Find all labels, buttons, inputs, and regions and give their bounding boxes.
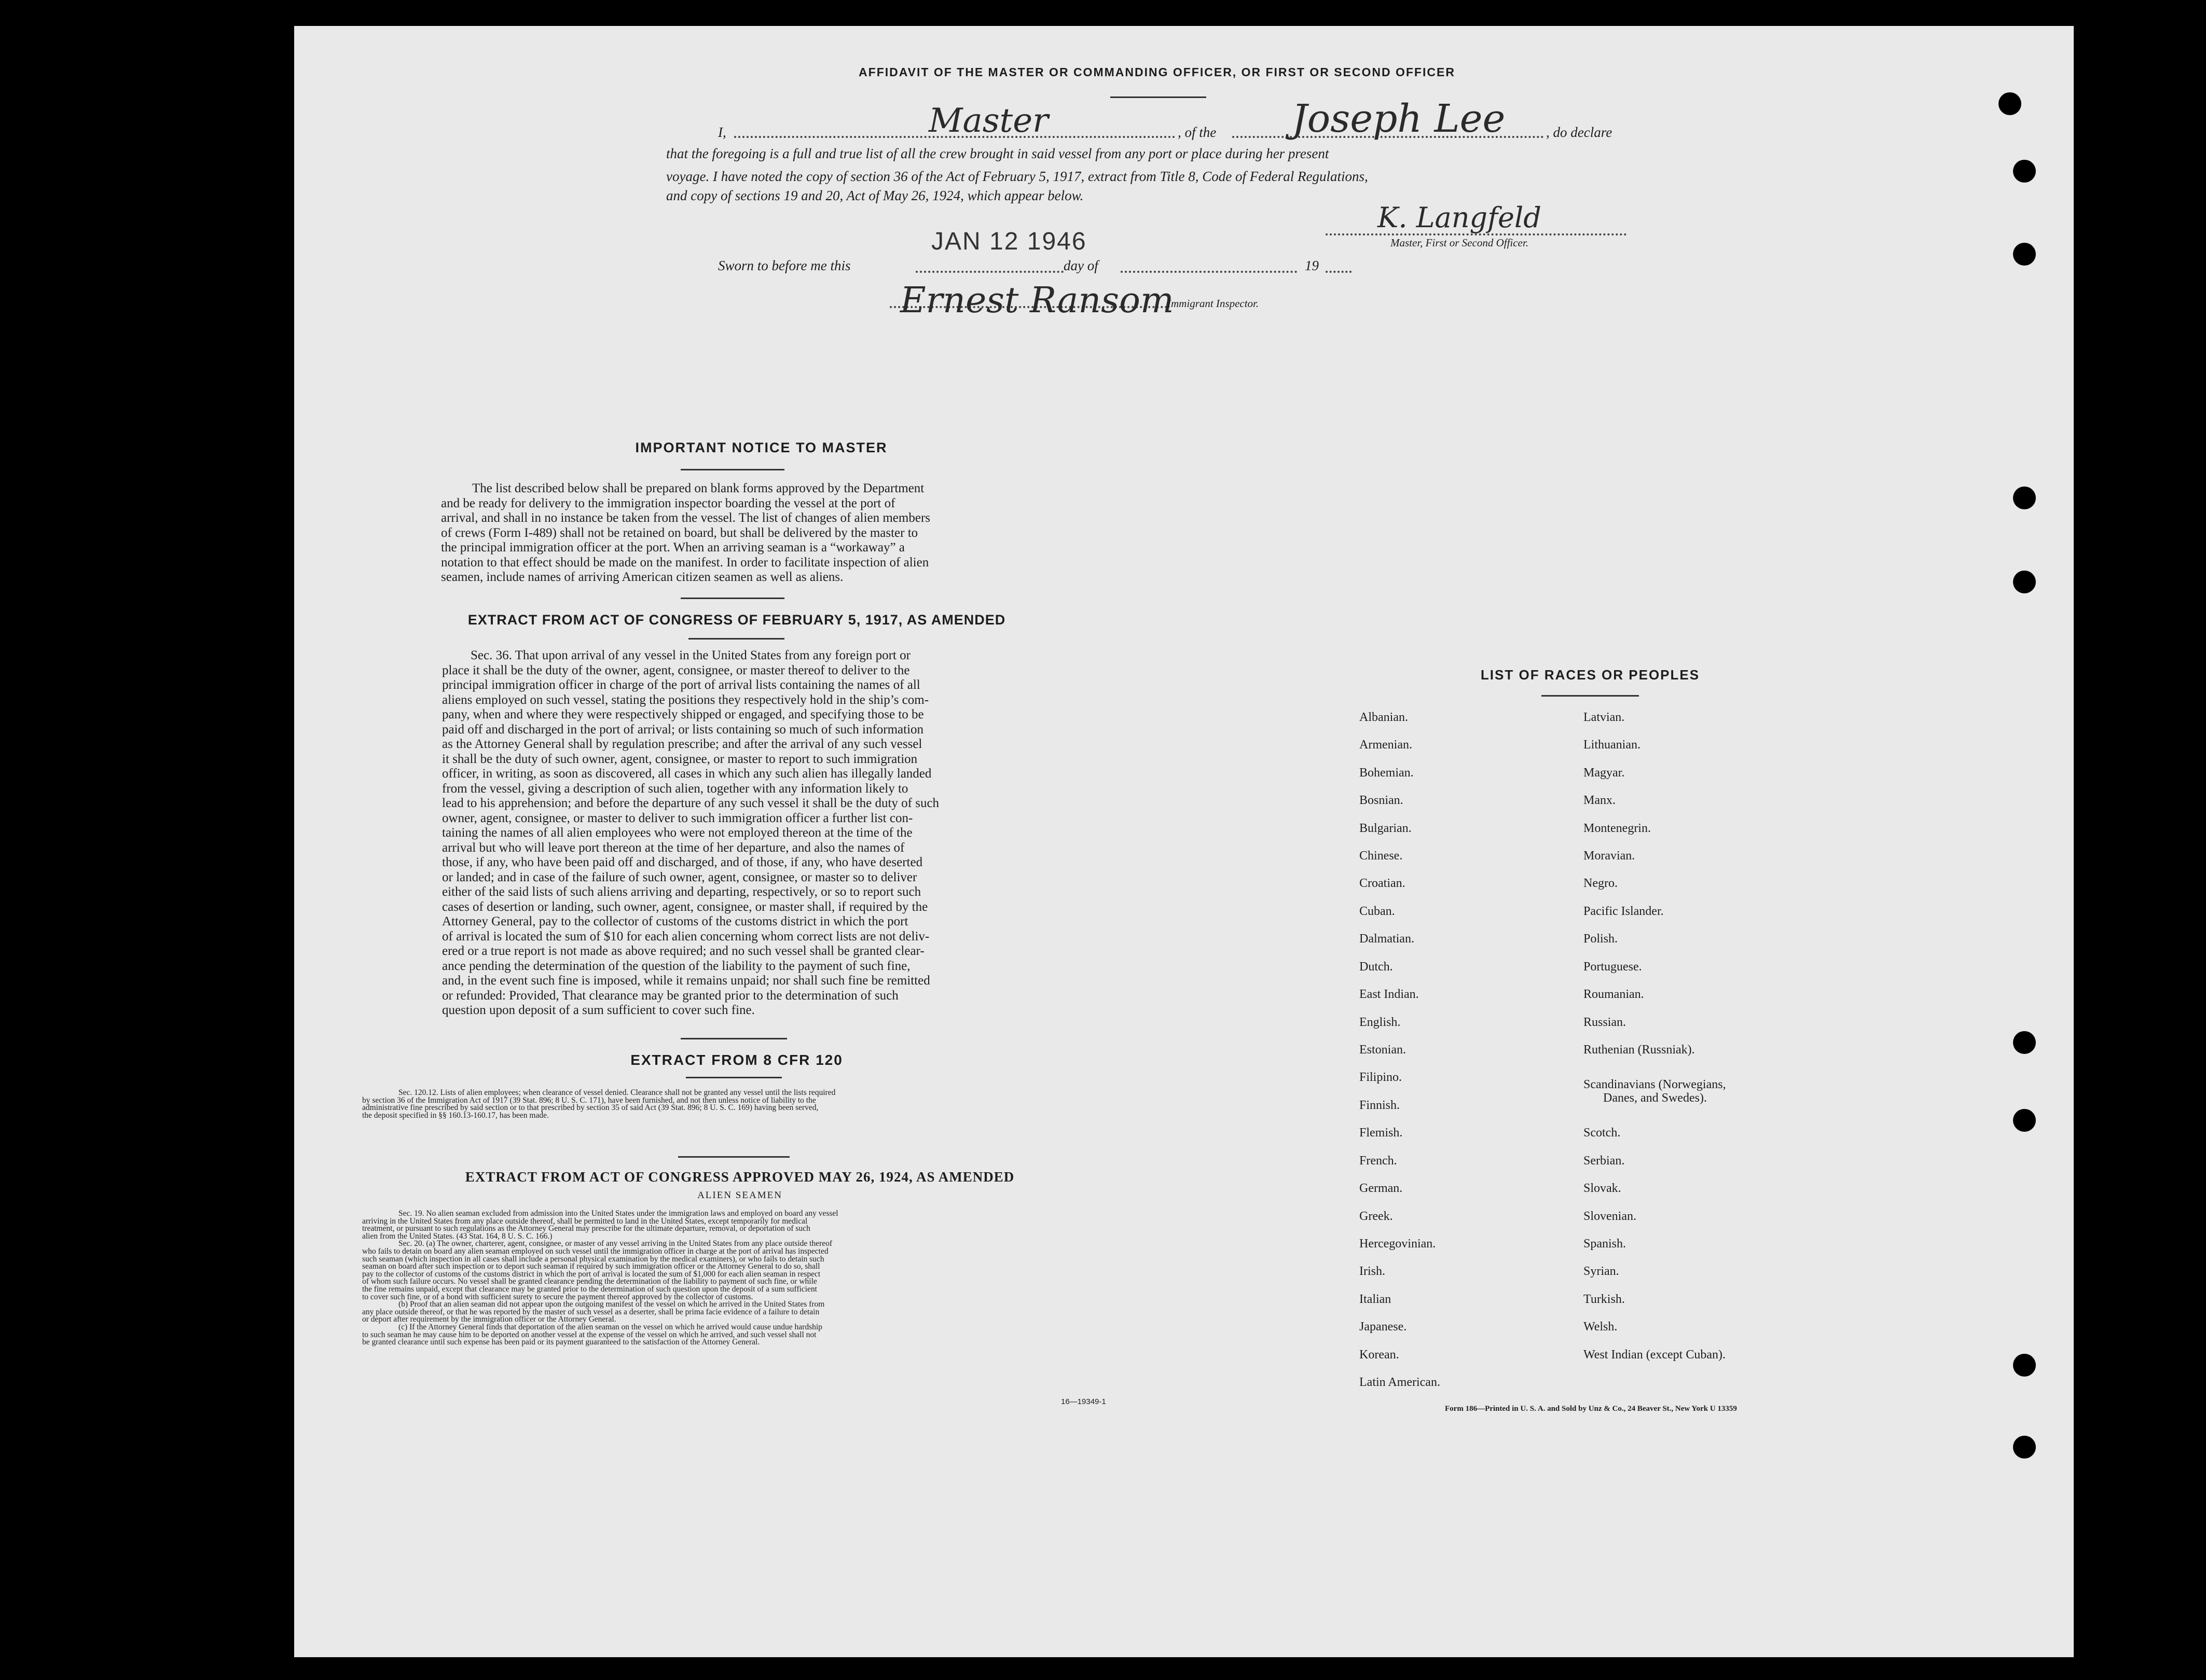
act-1924-body	[362, 1210, 1118, 1346]
race-item: Spanish.	[1583, 1237, 1626, 1251]
race-item: Serbian.	[1583, 1154, 1625, 1168]
notice-line: The list described below shall be prepared on blank forms approved by the Department	[472, 481, 925, 495]
binder-hole	[2013, 1109, 2036, 1132]
act-line: arrival but who will leave port thereon at the time of her departure, and also the names of	[442, 840, 905, 855]
act-1924-line: the fine remains unpaid, except that clearance may be granted prior to the determination of such question upon the deposit of a sum sufficient	[362, 1284, 817, 1294]
binder-hole	[2013, 1436, 2036, 1459]
master-signature: K. Langfeld	[1377, 201, 1541, 234]
race-item: Syrian.	[1583, 1265, 1619, 1278]
race-item: Negro.	[1583, 877, 1618, 890]
act-1924-line: to such seaman he may cause him to be deported on another vessel at the expense of the vessel on which he arrived, and such vessel shall not	[362, 1330, 817, 1339]
race-item: Ruthenian (Russniak).	[1583, 1043, 1695, 1057]
act-1924-line: Sec. 19. No alien seaman excluded from admission into the United States under the immigration laws and employed on board any vessel	[398, 1209, 838, 1218]
act-1924-line: pay to the collector of customs of the customs district in which the port of arrival is located the sum of $1,000 for each alien seaman in respect	[362, 1269, 821, 1279]
race-item: Welsh.	[1583, 1320, 1618, 1334]
race-item: Slovenian.	[1583, 1210, 1636, 1223]
notice-title: IMPORTANT NOTICE TO MASTER	[635, 440, 888, 455]
act-line: place it shall be the duty of the owner, agent, consignee, or master thereof to deliver to the	[442, 663, 910, 677]
act-line: ered or a true report is not made as above required; and no such vessel shall be granted clear-	[442, 944, 925, 958]
divider	[678, 1156, 790, 1158]
race-item: Dutch.	[1359, 960, 1393, 974]
act-line: cases of desertion or landing, such owner, agent, consignee, or master shall, if required by the	[442, 899, 928, 914]
act-line: from the vessel, giving a description of such alien, together with any information likely to	[442, 781, 908, 796]
cfr-line: the deposit specified in §§ 160.13-160.17, has been made.	[362, 1110, 549, 1120]
race-item: Slovak.	[1583, 1182, 1621, 1195]
inspector-caption: Immigrant Inspector.	[1167, 297, 1259, 310]
act-1924-line: any place outside thereof, or that he was reported by the master of such vessel as a deserter, shall be prima facie evidence of a failure to detain	[362, 1307, 820, 1316]
act-line: either of the said lists of such aliens arriving and departing, respectively, or so to report such	[442, 885, 921, 899]
act-1924-line: Sec. 20. (a) The owner, charterer, agent, consignee, or master of any vessel arriving in the United States from any place outside thereof	[398, 1239, 833, 1248]
act-line: Sec. 36. That upon arrival of any vessel in the United States from any foreign port or	[471, 648, 911, 662]
act-1924-line: of whom such failure occurs. No vessel shall be granted clearance pending the determination of the liability to payment of such fine, or while	[362, 1277, 817, 1286]
race-item: Bohemian.	[1359, 766, 1414, 780]
act-line: or landed; and in case of the failure of such owner, agent, consignee, or master so to deliver	[442, 870, 917, 884]
race-item: Irish.	[1359, 1265, 1385, 1278]
binder-hole	[2013, 160, 2036, 183]
race-item: Albanian.	[1359, 711, 1408, 724]
affidavit-line-4: and copy of sections 19 and 20, Act of May 26, 1924, which appear below.	[666, 188, 1084, 203]
act-line: those, if any, who have been paid off and discharged, and of those, if any, who have deserted	[442, 855, 923, 869]
race-item: Italian	[1359, 1293, 1391, 1306]
printer-footer: Form 186—Printed in U. S. A. and Sold by Unz & Co., 24 Beaver St., New York U 13359	[1445, 1405, 1737, 1413]
race-item: Portuguese.	[1583, 960, 1642, 974]
race-item: Hercegovinian.	[1359, 1237, 1436, 1251]
cfr-line: by section 36 of the Immigration Act of 1917 (39 Stat. 896; 8 U. S. C. 171), have been furnished, and not then unless notice of liability to the	[362, 1095, 816, 1105]
race-item: Latvian.	[1583, 711, 1625, 724]
race-item: German.	[1359, 1182, 1403, 1195]
race-item: Filipino.	[1359, 1071, 1402, 1084]
race-item: Lithuanian.	[1583, 738, 1640, 752]
act-1924-line: treatment, or pursuant to such regulations as the Attorney General may prescribe for the ultimate departure, removal, or deportation of such	[362, 1224, 810, 1233]
race-item: Bulgarian.	[1359, 822, 1412, 835]
race-item: Chinese.	[1359, 849, 1403, 863]
cfr-line: administrative fine prescribed by said section or to that prescribed by section 35 of said Act (39 Stat. 896; 8 U. S. C. 169) having been served,	[362, 1103, 819, 1113]
act-line: or refunded: Provided, That clearance may be granted prior to the determination of such	[442, 988, 899, 1003]
race-item: Dalmatian.	[1359, 932, 1414, 946]
notice-line: arrival, and shall in no instance be taken from the vessel. The list of changes of alien members	[441, 511, 930, 525]
act-line: and, in the event such fine is imposed, while it remains unpaid; nor shall such fine be remitted	[442, 974, 930, 988]
act-1924-line: to cover such fine, or of a bond with sufficient surety to secure the payment thereof approved by the collector of customs.	[362, 1292, 753, 1301]
sworn-year-line	[1326, 271, 1352, 273]
race-item: Korean.	[1359, 1348, 1399, 1362]
divider	[1541, 695, 1639, 697]
day-of-label: day of	[1064, 258, 1098, 273]
act-line: principal immigration officer in charge of the port of arrival lists containing the names of all	[442, 678, 920, 692]
act-1924-line: (b) Proof that an alien seaman did not appear upon the outgoing manifest of the vessel on which he arrived in the United States from	[398, 1300, 825, 1309]
signature-caption: Master, First or Second Officer.	[1390, 237, 1528, 249]
act-line: Attorney General, pay to the collector of customs of the customs district in which the port	[442, 914, 908, 928]
race-item: Scotch.	[1583, 1126, 1621, 1140]
race-item: East Indian.	[1359, 988, 1419, 1001]
act-line: ance pending the determination of the question of the liability to the payment of such fine,	[442, 959, 911, 973]
affidavit-title: AFFIDAVIT OF THE MASTER OR COMMANDING OFFICER, OR FIRST OR SECOND OFFICER	[859, 65, 1455, 79]
race-item: Flemish.	[1359, 1126, 1403, 1140]
race-item: Danes, and Swedes).	[1603, 1091, 1707, 1105]
act-line: paid off and discharged in the port of arrival; or lists containing so much of such information	[442, 722, 924, 737]
act-1924-line: such seaman (which inspection in all cases shall include a personal physical examination by the medical examiners), or who fails to detain such	[362, 1254, 824, 1264]
do-declare-label: , do declare	[1546, 124, 1612, 140]
race-item: Moravian.	[1583, 849, 1635, 863]
cfr-line: Sec. 120.12. Lists of alien employees; when clearance of vessel denied. Clearance shall not be granted any vessel until the lists required	[398, 1088, 836, 1097]
act-line: pany, when and where they were respectively shipped or engaged, and specifying those to be	[442, 707, 924, 721]
race-item: Bosnian.	[1359, 794, 1403, 807]
inspector-signature: Ernest Ransom	[900, 280, 1174, 321]
race-item: Turkish.	[1583, 1293, 1625, 1306]
of-the-label: , of the	[1178, 124, 1217, 140]
divider	[686, 1077, 782, 1078]
divider	[688, 638, 784, 640]
race-item: Cuban.	[1359, 905, 1395, 918]
act-line: owner, agent, consignee, or master to deliver to such immigration officer a further list con-	[442, 811, 913, 825]
binder-hole	[2013, 487, 2036, 509]
year-prefix: 19	[1305, 258, 1319, 273]
race-item: Pacific Islander.	[1583, 905, 1664, 918]
binder-hole	[2013, 571, 2036, 593]
act-line: taining the names of all alien employees who were not employed thereon at the time of the	[442, 826, 913, 840]
race-item: Russian.	[1583, 1016, 1626, 1029]
notice-line: notation to that effect should be made on the manifest. In order to facilitate inspection of alien	[441, 555, 929, 570]
affidavit-line-3: voyage. I have noted the copy of section 36 of the Act of February 5, 1917, extract from Title 8, Code of Federal Regulations,	[666, 169, 1368, 184]
act-1917-title: EXTRACT FROM ACT OF CONGRESS OF FEBRUARY 5, 1917, AS AMENDED	[467, 612, 1006, 628]
divider	[681, 598, 784, 599]
race-item: Montenegrin.	[1583, 822, 1651, 835]
divider	[1110, 96, 1206, 98]
act-line: aliens employed on such vessel, stating the positions they respectively hold in the ship’s com-	[442, 692, 929, 707]
race-item: Manx.	[1583, 794, 1616, 807]
cfr-title: EXTRACT FROM 8 CFR 120	[630, 1052, 843, 1068]
affidavit-line-2: that the foregoing is a full and true list of all the crew brought in said vessel from any port or place during her present	[666, 146, 1329, 161]
act-1924-line: arriving in the United States from any place outside thereof, shall be permitted to land in the United States, except temporarily for medical	[362, 1216, 808, 1226]
act-1924-line: be granted clearance until such expense has been paid or its payment guaranteed to the satisfaction of the Attorney General.	[362, 1338, 760, 1347]
act-line: of arrival is located the sum of $10 for each alien concerning whom correct lists are not deliv-	[442, 929, 930, 943]
act-1924-title: EXTRACT FROM ACT OF CONGRESS APPROVED MAY 26, 1924, AS AMENDED	[465, 1169, 1015, 1185]
act-line: question upon deposit of a sum sufficient to cover such fine.	[442, 1003, 755, 1017]
act-1924-line: who fails to detain on board any alien seaman employed on such vessel until the immigration officer in charge at the port of arrival has inspected	[362, 1246, 829, 1256]
binder-hole	[2013, 1031, 2036, 1054]
act-line: officer, in writing, as soon as discovered, all cases in which any such alien has illegally landed	[442, 767, 932, 781]
race-item: Latin American.	[1359, 1376, 1440, 1389]
race-item: French.	[1359, 1154, 1397, 1168]
act-1917-body	[442, 648, 1033, 1018]
vessel-name-handwritten: Joseph Lee	[1292, 96, 1506, 141]
divider	[681, 469, 784, 470]
act-1924-line: seaman on board after such inspection or to deport such seaman if required by such immigration officer or the Attorney General to do so, shall	[362, 1262, 820, 1271]
race-item: Polish.	[1583, 932, 1618, 946]
notice-line: the principal immigration officer at the port. When an arriving seaman is a “workaway” a	[441, 540, 905, 554]
act-line: it shall be the duty of such owner, agent, consignee, or master to report to such immigration	[442, 752, 918, 766]
notice-line: seamen, include names of arriving American citizen seamen as well as aliens.	[441, 570, 844, 584]
cfr-body	[362, 1089, 1118, 1119]
act-1924-line: (c) If the Attorney General finds that deportation of the alien seaman on the vessel on which he arrived would cause undue hardship	[398, 1322, 822, 1331]
act-line: as the Attorney General shall by regulation prescribe; and after the arrival of any such vessel	[442, 737, 922, 751]
affidavit-i: I,	[718, 124, 726, 140]
notice-line: of crews (Form I-489) shall not be retained on board, but shall be delivered by the master to	[441, 525, 918, 540]
sworn-month-line	[1121, 271, 1297, 273]
act-1924-line: or deport after requirement by the immigration officer or the Attorney General.	[362, 1315, 616, 1324]
race-item: Magyar.	[1583, 766, 1625, 780]
date-stamp: JAN 12 1946	[931, 228, 1087, 255]
divider	[681, 1038, 787, 1039]
rank-handwritten: Master	[929, 102, 1049, 140]
notice-body	[441, 481, 1032, 585]
act-1924-line: alien from the United States. (43 Stat. 164, 8 U. S. C. 166.)	[362, 1231, 553, 1241]
sworn-day-line	[916, 271, 1064, 273]
race-item: Greek.	[1359, 1210, 1393, 1223]
form-code: 16—19349-1	[1061, 1397, 1106, 1406]
race-item: West Indian (except Cuban).	[1583, 1348, 1726, 1362]
binder-hole	[2013, 1354, 2036, 1377]
race-item: Croatian.	[1359, 877, 1405, 890]
race-item: Estonian.	[1359, 1043, 1406, 1057]
race-item: Armenian.	[1359, 738, 1412, 752]
binder-hole	[2013, 243, 2036, 266]
race-item: Finnish.	[1359, 1099, 1400, 1112]
binder-hole	[1998, 92, 2021, 115]
act-1924-subtitle: ALIEN SEAMEN	[697, 1190, 782, 1201]
race-item: Roumanian.	[1583, 988, 1644, 1001]
race-item: English.	[1359, 1016, 1401, 1029]
race-item: Japanese.	[1359, 1320, 1407, 1334]
race-item: Scandinavians (Norwegians,	[1583, 1078, 1726, 1091]
act-line: lead to his apprehension; and before the departure of any such vessel it shall be the duty of such	[442, 796, 940, 810]
races-title: LIST OF RACES OR PEOPLES	[1480, 667, 1700, 683]
sworn-label: Sworn to before me this	[718, 258, 851, 273]
notice-line: and be ready for delivery to the immigration inspector boarding the vessel at the port of	[441, 496, 895, 510]
